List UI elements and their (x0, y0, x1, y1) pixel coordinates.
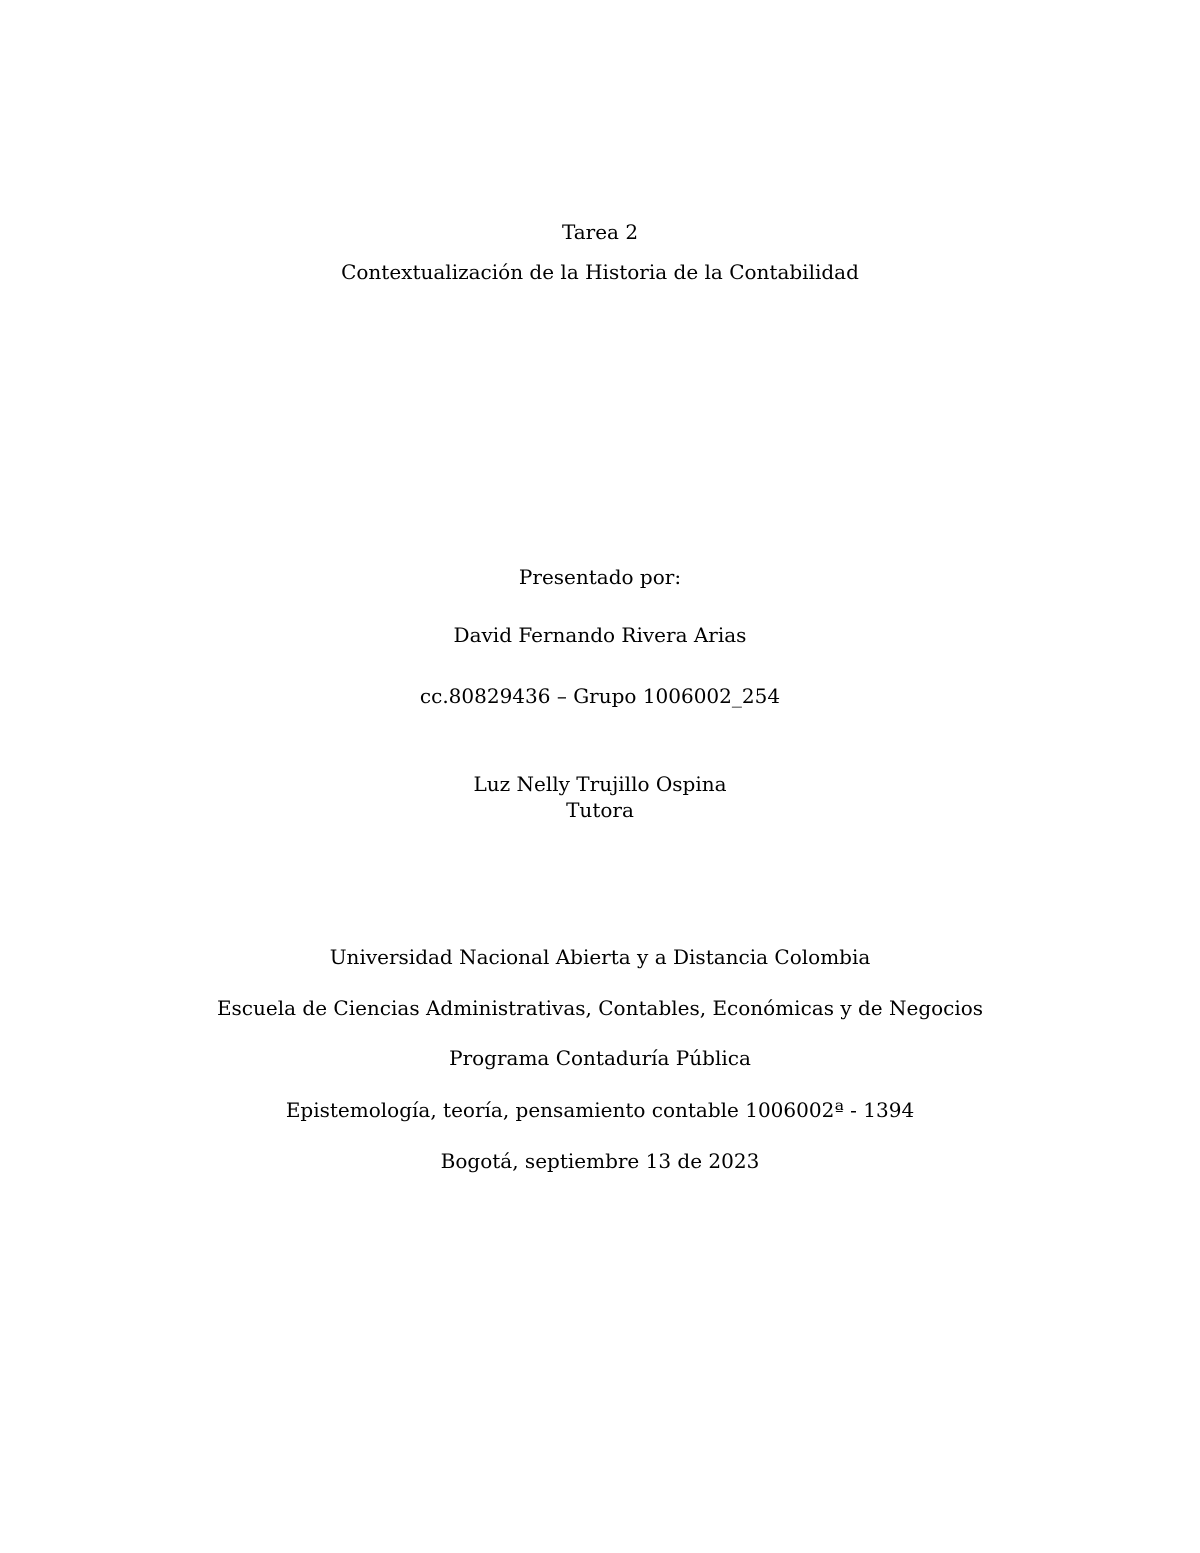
program-name: Programa Contaduría Pública (449, 1046, 751, 1070)
presented-by-label: Presentado por: (518, 565, 682, 589)
course-name: Epistemología, teoría, pensamiento contable 1006002ª - 1394 (285, 1098, 915, 1122)
tutor-role: Tutora (566, 798, 634, 822)
place-date: Bogotá, septiembre 13 de 2023 (440, 1149, 760, 1173)
university-name: Universidad Nacional Abierta y a Distancia Colombia (329, 945, 871, 969)
student-name: David Fernando Rivera Arias (453, 623, 747, 647)
task-title: Tarea 2 (561, 220, 639, 244)
school-name: Escuela de Ciencias Administrativas, Contables, Económicas y de Negocios (216, 996, 984, 1020)
student-id-group: cc.80829436 – Grupo 1006002_254 (419, 684, 781, 708)
tutor-name: Luz Nelly Trujillo Ospina (473, 772, 727, 796)
document-subject: Contextualización de la Historia de la Contabilidad (341, 260, 859, 284)
